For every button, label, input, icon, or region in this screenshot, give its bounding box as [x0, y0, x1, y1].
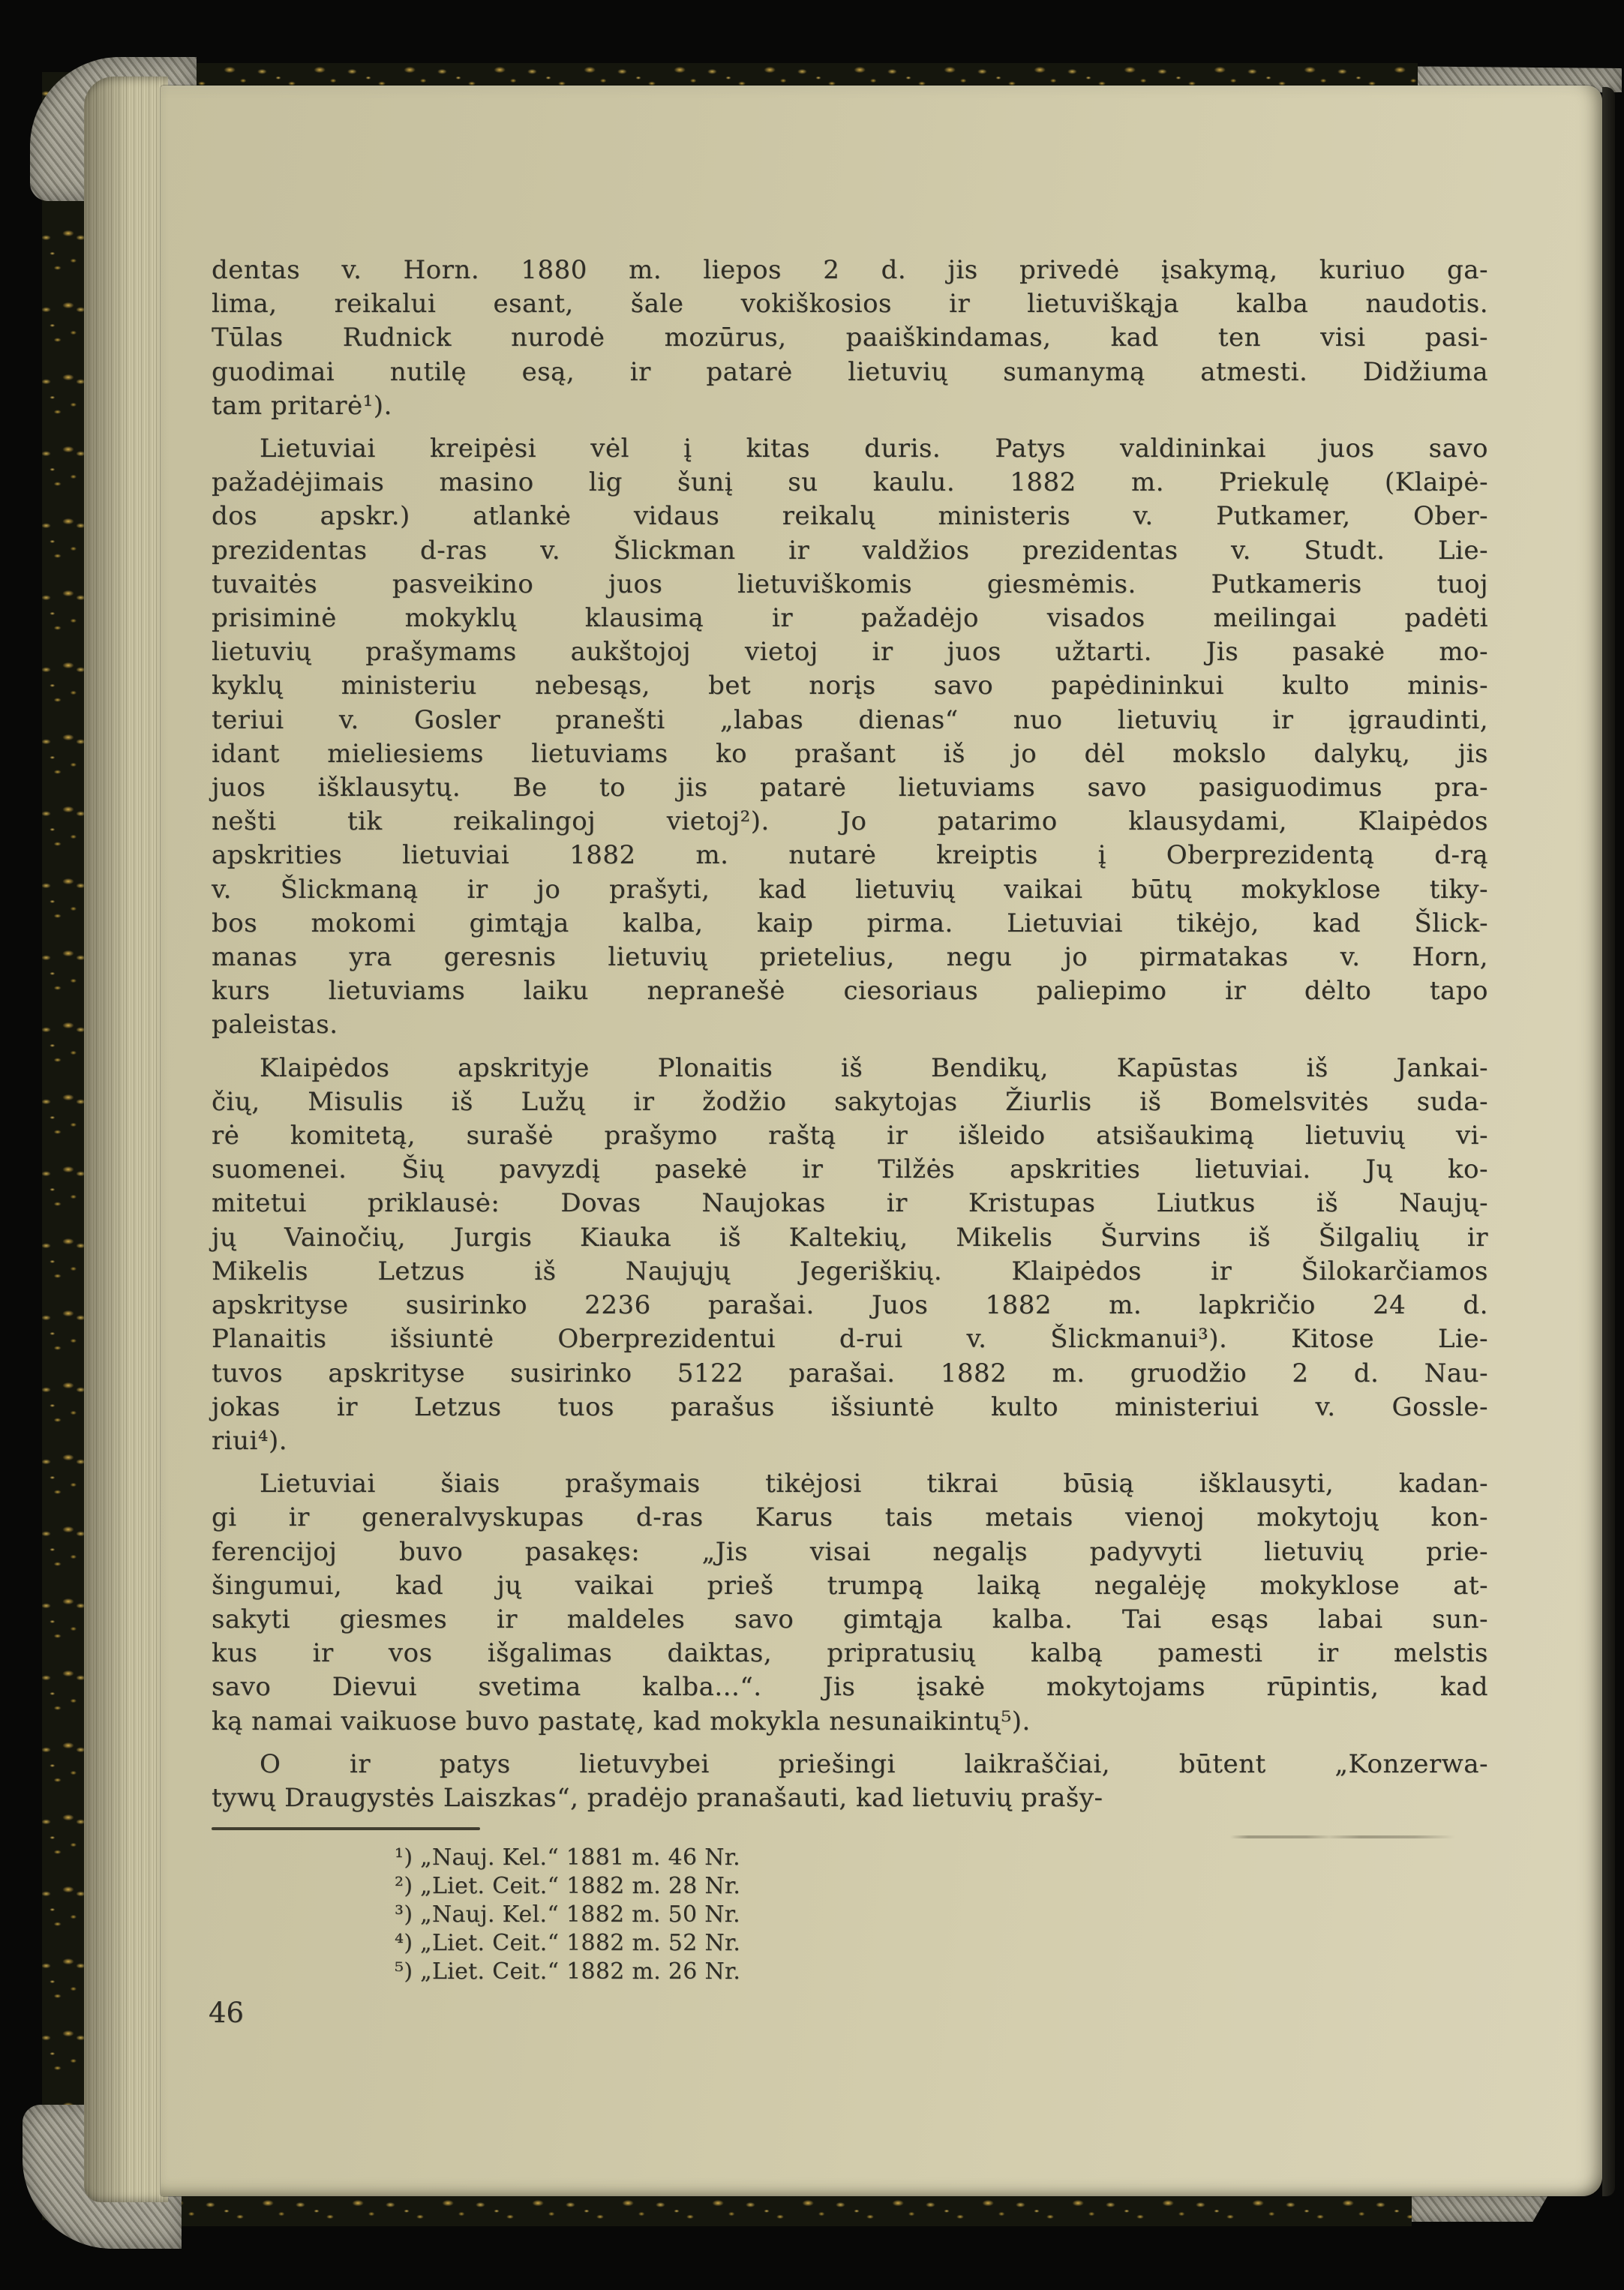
text-line: Mikelis Letzus iš Naujųjų Jegeriškių. Klaipėdos ir Šilokarčiamos: [212, 1256, 1488, 1286]
text-line: pažadėjimais masino lig šunį su kaulu. 1882 m. Priekulę (Klaipė-: [212, 467, 1488, 498]
body-text: [212, 254, 1488, 1815]
text-line: Planaitis išsiuntė Oberprezidentui d-rui v. Šlickmanui³). Kitose Lie-: [212, 1324, 1488, 1355]
text-line: manas yra geresnis lietuvių prietelius, negu jo pirmatakas v. Horn,: [212, 942, 1488, 973]
footnote-separator-rule: [212, 1827, 480, 1830]
book-tail-cloth-band: [1394, 2195, 1548, 2222]
text-line: tuvos apskrityse susirinko 5122 parašai. 1882 m. gruodžio 2 d. Nau-: [212, 1358, 1488, 1388]
text-line: juos išklausytų. Be to jis patarė lietuviams savo pasiguodimus pra-: [212, 773, 1488, 803]
page-right-edge-shadow: [1602, 87, 1615, 2196]
text-line: Lietuviai kreipėsi vėl į kitas duris. Patys valdininkai juos savo: [260, 434, 1488, 464]
text-line: dos apskr.) atlankė vidaus reikalų ministeris v. Putkamer, Ober-: [212, 501, 1488, 532]
footnotes: [395, 1844, 1488, 1986]
footnote-line: ³) „Nauj. Kel.“ 1882 m. 50 Nr.: [395, 1901, 740, 1928]
text-line: Tūlas Rudnick nurodė mozūrus, paaiškindamas, kad ten visi pasi-: [212, 323, 1488, 353]
paragraph: [212, 432, 1488, 1043]
paragraph: [212, 1052, 1488, 1458]
text-line: tywų Draugystės Laiszkas“, pradėjo pranašauti, kad lietuvių prašy-: [212, 1782, 1103, 1813]
book-page: [161, 86, 1602, 2196]
text-line: mitetui priklausė: Dovas Naujokas ir Kristupas Liutkus iš Naujų-: [212, 1188, 1488, 1219]
text-line: kurs lietuviams laiku nepranešė ciesoriaus paliepimo ir dėlto tapo: [212, 976, 1488, 1007]
text-line: idant mieliesiems lietuviams ko prašant iš jo dėl mokslo dalykų, jis: [212, 738, 1488, 769]
footnote-line: ⁴) „Liet. Ceit.“ 1882 m. 52 Nr.: [395, 1930, 741, 1957]
text-line: nešti tik reikalingoj vietoj²). Jo patarimo klausydami, Klaipėdos: [212, 806, 1488, 837]
text-line: Lietuviai šiais prašymais tikėjosi tikrai būsią išklausyti, kadan-: [260, 1469, 1488, 1499]
text-line: šingumui, kad jų vaikai prieš trumpą laiką negalėję mokyklose at-: [212, 1570, 1488, 1601]
text-line: lietuvių prašymams aukštojoj vietoj ir juos užtarti. Jis pasakė mo-: [212, 637, 1488, 668]
text-line: prezidentas d-ras v. Šlickman ir valdžios prezidentas v. Studt. Lie-: [212, 535, 1488, 566]
text-line: guodimai nutilę esą, ir patarė lietuvių sumanymą atmesti. Didžiuma: [212, 356, 1488, 387]
text-line: Klaipėdos apskrityje Plonaitis iš Bendikų, Kapūstas iš Jankai-: [260, 1052, 1488, 1083]
text-line: dentas v. Horn. 1880 m. liepos 2 d. jis privedė įsakymą, kuriuo ga-: [212, 255, 1488, 285]
text-line: jų Vainočių, Jurgis Kiauka iš Kaltekių, Mikelis Šurvins iš Šilgalių ir: [212, 1222, 1488, 1253]
page-block-fore-edge: [84, 77, 168, 2202]
text-line: O ir patys lietuvybei priešingi laikraščiai, būtent „Konzerwa-: [260, 1748, 1488, 1779]
text-line: v. Šlickmaną ir jo prašyti, kad lietuvių vaikai būtų mokyklose tiky-: [212, 874, 1488, 905]
paragraph: [212, 1467, 1488, 1739]
text-line: teriui v. Gosler pranešti „labas dienas“ nuo lietuvių ir įgraudinti,: [212, 704, 1488, 735]
text-line: prisiminė mokyklų klausimą ir pažadėjo visados meilingai padėti: [212, 603, 1488, 634]
text-line: rė komitetą, surašė prašymo raštą ir išleido atsišaukimą lietuvių vi-: [212, 1121, 1488, 1151]
text-line: kus ir vos išgalimas daiktas, pripratusių kalbą pamesti ir melstis: [212, 1638, 1488, 1669]
footnote-line: ⁵) „Liet. Ceit.“ 1882 m. 26 Nr.: [395, 1958, 741, 1985]
text-line: tam pritarė¹).: [212, 390, 392, 421]
text-line: čių, Misulis iš Lužų ir žodžio sakytojas Žiurlis iš Bomelsvitės suda-: [212, 1086, 1488, 1117]
cover-left-edge-marbled: [42, 72, 89, 2220]
paragraph: [212, 254, 1488, 423]
text-line: savo Dievui svetima kalba...“. Jis įsakė mokytojams rūpintis, kad: [212, 1672, 1488, 1703]
cover-bottom-edge-marbled: [110, 2196, 1412, 2226]
paragraph: [212, 1748, 1488, 1815]
text-line: bos mokomi gimtąja kalba, kaip pirma. Lietuviai tikėjo, kad Šlick-: [212, 908, 1488, 938]
text-line: jokas ir Letzus tuos parašus išsiuntė kulto ministeriui v. Gossle-: [212, 1391, 1488, 1422]
text-line: sakyti giesmes ir maldeles savo gimtąja kalba. Tai esąs labai sun-: [212, 1604, 1488, 1634]
text-line: paleistas.: [212, 1010, 338, 1040]
text-block: [212, 254, 1488, 1986]
text-line: riui⁴).: [212, 1425, 288, 1456]
text-line: gi ir generalvyskupas d-ras Karus tais metais vienoj mokytojų kon-: [212, 1502, 1488, 1533]
page-number: 46: [209, 1997, 245, 2029]
footnote-line: ¹) „Nauj. Kel.“ 1881 m. 46 Nr.: [395, 1844, 740, 1871]
text-line: tuvaitės pasveikino juos lietuviškomis giesmėmis. Putkameris tuoj: [212, 569, 1488, 599]
text-line: apskrityse susirinko 2236 parašai. Juos 1882 m. lapkričio 24 d.: [212, 1290, 1488, 1321]
text-line: suomenei. Šių pavyzdį pasekė ir Tilžės apskrities lietuviai. Jų ko-: [212, 1154, 1488, 1185]
footnote-line: ²) „Liet. Ceit.“ 1882 m. 28 Nr.: [395, 1873, 741, 1900]
text-line: ką namai vaikuose buvo pastatę, kad mokykla nesunaikintų⁵).: [212, 1706, 1031, 1736]
text-line: apskrities lietuviai 1882 m. nutarė kreiptis į Oberprezidentą d-rą: [212, 840, 1488, 871]
text-line: kyklų ministeriu nebesąs, bet norįs savo papėdininkui kulto minis-: [212, 671, 1488, 701]
text-line: lima, reikalui esant, šale vokiškosios ir lietuviškąja kalba naudotis.: [212, 289, 1488, 320]
faint-pencil-mark: [1230, 1835, 1455, 1838]
text-line: ferencijoj buvo pasakęs: „Jis visai negalįs padyvyti lietuvių prie-: [212, 1536, 1488, 1567]
